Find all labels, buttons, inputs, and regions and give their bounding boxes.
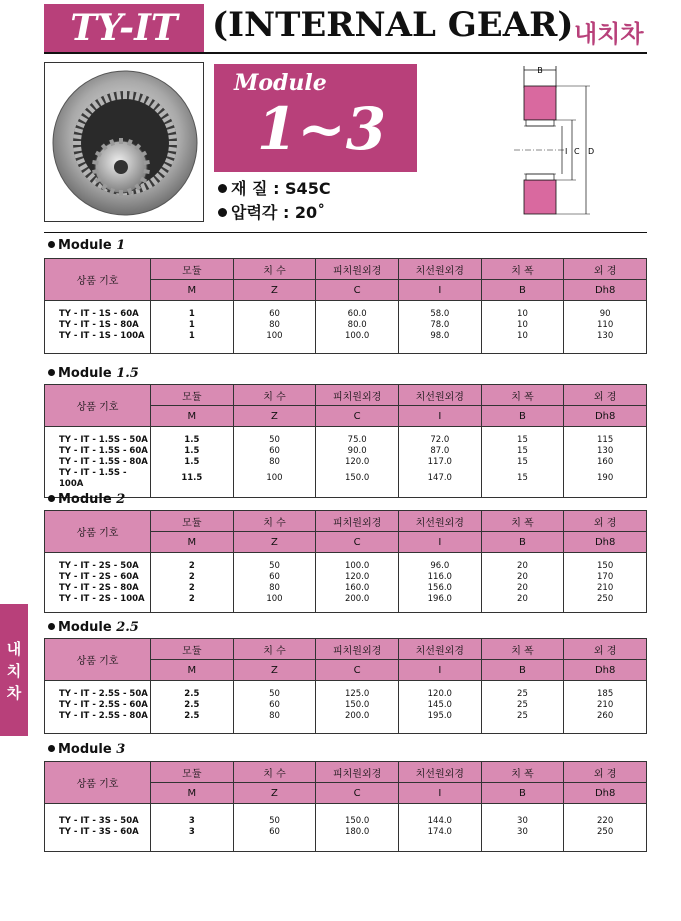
- module-range-box: [214, 64, 417, 172]
- sym-tip: I: [398, 660, 481, 681]
- section-title: [48, 742, 125, 757]
- cell-width: 20: [481, 583, 564, 594]
- section-title: [48, 492, 125, 507]
- cell-teeth: 100: [233, 468, 316, 490]
- col-header-teeth: 치 수: [233, 511, 316, 532]
- cell-tip: 87.0: [398, 446, 481, 457]
- col-header-width: 치 폭: [481, 259, 564, 280]
- col-header-pitch: 피치원외경: [316, 259, 399, 280]
- cell-width: 30: [481, 827, 564, 838]
- cell-outer: 260: [564, 711, 647, 722]
- cell-outer: 110: [564, 320, 647, 331]
- cell-pitch: 100.0: [316, 561, 399, 572]
- material-label: 재 질: [231, 179, 268, 198]
- cell-width: 30: [481, 816, 564, 827]
- table-row: [45, 331, 647, 342]
- sym-outer: Dh8: [564, 660, 647, 681]
- dim-i-label: I: [565, 147, 568, 156]
- sym-module: M: [151, 406, 234, 427]
- cell-outer: 220: [564, 816, 647, 827]
- sym-outer: Dh8: [564, 406, 647, 427]
- cell-tip: 147.0: [398, 468, 481, 490]
- pressure-angle-value: : 20˚: [282, 203, 326, 222]
- spacer-row: [45, 342, 647, 354]
- col-header-pitch: 피치원외경: [316, 639, 399, 660]
- cell-tip: 145.0: [398, 700, 481, 711]
- sym-tip: I: [398, 783, 481, 804]
- spec-table: [44, 384, 647, 498]
- cell-teeth: 50: [233, 816, 316, 827]
- sym-width: B: [481, 783, 564, 804]
- col-header-teeth: 치 수: [233, 762, 316, 783]
- cell-code: TY - IT - 2S - 50A: [45, 561, 151, 572]
- cell-width: 25: [481, 689, 564, 700]
- cell-width: 15: [481, 468, 564, 490]
- col-header-code: 상품 기호: [45, 259, 151, 301]
- col-header-width: 치 폭: [481, 762, 564, 783]
- sym-pitch: C: [316, 532, 399, 553]
- cell-width: 10: [481, 309, 564, 320]
- cell-code: TY - IT - 2.5S - 60A: [45, 700, 151, 711]
- spec-table: [44, 761, 647, 852]
- bullet-icon: [48, 495, 55, 502]
- spacer-row: [45, 605, 647, 613]
- cell-teeth: 50: [233, 689, 316, 700]
- col-header-width: 치 폭: [481, 639, 564, 660]
- col-header-code: 상품 기호: [45, 385, 151, 427]
- cell-module: 2: [151, 583, 234, 594]
- cell-teeth: 100: [233, 594, 316, 605]
- cell-tip: 96.0: [398, 561, 481, 572]
- sym-width: B: [481, 280, 564, 301]
- table-row: [45, 435, 647, 446]
- col-header-module: 모듈: [151, 762, 234, 783]
- cell-outer: 130: [564, 446, 647, 457]
- cell-outer: 160: [564, 457, 647, 468]
- cell-pitch: 120.0: [316, 572, 399, 583]
- section-label: Module: [58, 366, 112, 381]
- cell-teeth: 60: [233, 309, 316, 320]
- header-row: [45, 639, 647, 660]
- sym-module: M: [151, 660, 234, 681]
- bullet-icon: [48, 241, 55, 248]
- cell-teeth: 80: [233, 583, 316, 594]
- cell-code: TY - IT - 2S - 60A: [45, 572, 151, 583]
- col-header-outer: 외 경: [564, 639, 647, 660]
- table-row: [45, 827, 647, 838]
- cell-tip: 72.0: [398, 435, 481, 446]
- cell-width: 25: [481, 711, 564, 722]
- cell-code: TY - IT - 1S - 80A: [45, 320, 151, 331]
- internal-gear-image: [45, 63, 203, 221]
- table-row: [45, 572, 647, 583]
- sym-teeth: Z: [233, 660, 316, 681]
- col-header-width: 치 폭: [481, 385, 564, 406]
- sym-teeth: Z: [233, 532, 316, 553]
- side-tab-char: 내: [6, 640, 22, 658]
- cell-teeth: 60: [233, 700, 316, 711]
- cell-teeth: 50: [233, 435, 316, 446]
- cell-pitch: 180.0: [316, 827, 399, 838]
- sym-outer: Dh8: [564, 280, 647, 301]
- cell-tip: 78.0: [398, 320, 481, 331]
- cell-pitch: 80.0: [316, 320, 399, 331]
- cell-code: TY - IT - 2.5S - 80A: [45, 711, 151, 722]
- cell-outer: 250: [564, 827, 647, 838]
- cell-tip: 144.0: [398, 816, 481, 827]
- cell-pitch: 200.0: [316, 711, 399, 722]
- table-row: [45, 457, 647, 468]
- table-row: [45, 561, 647, 572]
- col-header-pitch: 피치원외경: [316, 385, 399, 406]
- section-label: Module: [58, 620, 112, 635]
- sym-width: B: [481, 532, 564, 553]
- cell-code: TY - IT - 1.5S - 60A: [45, 446, 151, 457]
- gear-photo: [44, 62, 204, 222]
- title-underline: [44, 52, 647, 54]
- cell-pitch: 200.0: [316, 594, 399, 605]
- dim-b-label: B: [537, 66, 543, 75]
- header-row: [45, 259, 647, 280]
- sym-teeth: Z: [233, 783, 316, 804]
- spacer-row: [45, 490, 647, 498]
- table-row: [45, 309, 647, 320]
- col-header-pitch: 피치원외경: [316, 762, 399, 783]
- cell-tip: 156.0: [398, 583, 481, 594]
- side-tab-char: 차: [6, 684, 22, 702]
- col-header-code: 상품 기호: [45, 639, 151, 681]
- table-row: [45, 689, 647, 700]
- cell-teeth: 80: [233, 320, 316, 331]
- cell-module: 11.5: [151, 468, 234, 490]
- dim-c-label: C: [574, 147, 580, 156]
- sym-tip: I: [398, 406, 481, 427]
- cell-code: TY - IT - 2S - 80A: [45, 583, 151, 594]
- section-title: [48, 238, 125, 253]
- cell-outer: 185: [564, 689, 647, 700]
- cell-module: 1.5: [151, 435, 234, 446]
- cell-teeth: 60: [233, 572, 316, 583]
- section-label: Module: [58, 492, 112, 507]
- cell-width: 10: [481, 320, 564, 331]
- bullet-icon: [48, 745, 55, 752]
- cell-outer: 250: [564, 594, 647, 605]
- cell-module: 1: [151, 309, 234, 320]
- sym-outer: Dh8: [564, 532, 647, 553]
- header-row: [45, 762, 647, 783]
- sym-pitch: C: [316, 280, 399, 301]
- cell-teeth: 60: [233, 446, 316, 457]
- page-title-korean: 내치차: [574, 20, 644, 48]
- cell-code: TY - IT - 1S - 100A: [45, 331, 151, 342]
- section-label: Module: [58, 238, 112, 253]
- col-header-tip: 치선원외경: [398, 639, 481, 660]
- cell-tip: 120.0: [398, 689, 481, 700]
- cell-pitch: 90.0: [316, 446, 399, 457]
- col-header-outer: 외 경: [564, 762, 647, 783]
- table-row: [45, 594, 647, 605]
- cell-teeth: 50: [233, 561, 316, 572]
- col-header-outer: 외 경: [564, 385, 647, 406]
- col-header-teeth: 치 수: [233, 259, 316, 280]
- section-title: [48, 366, 139, 381]
- pressure-angle-label: 압력각: [231, 203, 278, 222]
- table-row: [45, 583, 647, 594]
- pressure-angle-spec: [218, 200, 325, 223]
- cell-width: 25: [481, 700, 564, 711]
- section-number: 2.5: [116, 620, 139, 635]
- col-header-tip: 치선원외경: [398, 511, 481, 532]
- cell-outer: 150: [564, 561, 647, 572]
- header-row: [45, 385, 647, 406]
- sym-teeth: Z: [233, 280, 316, 301]
- cell-code: TY - IT - 3S - 60A: [45, 827, 151, 838]
- col-header-tip: 치선원외경: [398, 385, 481, 406]
- cell-width: 10: [481, 331, 564, 342]
- category-side-tab: [0, 604, 28, 736]
- cell-code: TY - IT - 2.5S - 50A: [45, 689, 151, 700]
- col-header-module: 모듈: [151, 511, 234, 532]
- sym-tip: I: [398, 280, 481, 301]
- cell-tip: 58.0: [398, 309, 481, 320]
- col-header-code: 상품 기호: [45, 762, 151, 804]
- sym-pitch: C: [316, 783, 399, 804]
- cell-module: 1: [151, 320, 234, 331]
- material-value: : S45C: [273, 179, 331, 198]
- col-header-teeth: 치 수: [233, 385, 316, 406]
- cell-module: 2.5: [151, 689, 234, 700]
- spec-table: [44, 258, 647, 354]
- bullet-icon: [48, 623, 55, 630]
- cell-outer: 210: [564, 583, 647, 594]
- cell-tip: 117.0: [398, 457, 481, 468]
- cell-pitch: 120.0: [316, 457, 399, 468]
- cell-pitch: 60.0: [316, 309, 399, 320]
- cell-outer: 130: [564, 331, 647, 342]
- spacer-row: [45, 427, 647, 435]
- spacer-row: [45, 838, 647, 852]
- cell-teeth: 80: [233, 711, 316, 722]
- cell-outer: 190: [564, 468, 647, 490]
- sym-module: M: [151, 532, 234, 553]
- cell-width: 20: [481, 572, 564, 583]
- cell-code: TY - IT - 1S - 60A: [45, 309, 151, 320]
- col-header-pitch: 피치원외경: [316, 511, 399, 532]
- col-header-code: 상품 기호: [45, 511, 151, 553]
- sym-pitch: C: [316, 406, 399, 427]
- sym-width: B: [481, 406, 564, 427]
- spec-table: [44, 510, 647, 613]
- spec-table: [44, 638, 647, 734]
- cell-code: TY - IT - 2S - 100A: [45, 594, 151, 605]
- cell-tip: 116.0: [398, 572, 481, 583]
- col-header-tip: 치선원외경: [398, 762, 481, 783]
- module-label: Module: [234, 70, 327, 96]
- col-header-width: 치 폭: [481, 511, 564, 532]
- sym-teeth: Z: [233, 406, 316, 427]
- col-header-module: 모듈: [151, 385, 234, 406]
- material-spec: [218, 176, 331, 199]
- sym-outer: Dh8: [564, 783, 647, 804]
- side-tab-char: 치: [6, 662, 22, 680]
- cell-tip: 174.0: [398, 827, 481, 838]
- cell-tip: 195.0: [398, 711, 481, 722]
- sym-tip: I: [398, 532, 481, 553]
- header-divider: [44, 232, 647, 233]
- cell-pitch: 150.0: [316, 816, 399, 827]
- cell-pitch: 125.0: [316, 689, 399, 700]
- cell-width: 20: [481, 594, 564, 605]
- cell-pitch: 150.0: [316, 700, 399, 711]
- cell-module: 2.5: [151, 711, 234, 722]
- spacer-row: [45, 681, 647, 689]
- spacer-row: [45, 301, 647, 309]
- sym-module: M: [151, 783, 234, 804]
- bullet-icon: [48, 369, 55, 376]
- cell-module: 1.5: [151, 457, 234, 468]
- cell-outer: 115: [564, 435, 647, 446]
- dim-d-label: D: [588, 147, 595, 156]
- cell-module: 2: [151, 561, 234, 572]
- section-label: Module: [58, 742, 112, 757]
- cross-section-drawing: [510, 62, 620, 224]
- cell-width: 15: [481, 446, 564, 457]
- cell-pitch: 75.0: [316, 435, 399, 446]
- cell-teeth: 60: [233, 827, 316, 838]
- table-row: [45, 446, 647, 457]
- cell-pitch: 100.0: [316, 331, 399, 342]
- cell-tip: 98.0: [398, 331, 481, 342]
- table-row: [45, 468, 647, 490]
- cell-module: 2.5: [151, 700, 234, 711]
- section-number: 3: [116, 742, 126, 757]
- section-number: 1.5: [116, 366, 139, 381]
- table-row: [45, 711, 647, 722]
- cell-code: TY - IT - 1.5S - 50A: [45, 435, 151, 446]
- header-row: [45, 511, 647, 532]
- col-header-outer: 외 경: [564, 259, 647, 280]
- page-title: (INTERNAL GEAR): [212, 5, 574, 45]
- section-number: 1: [116, 238, 126, 253]
- module-range: 1~3: [256, 95, 387, 163]
- cell-width: 15: [481, 457, 564, 468]
- cell-teeth: 100: [233, 331, 316, 342]
- cell-module: 2: [151, 594, 234, 605]
- table-row: [45, 320, 647, 331]
- cell-code: TY - IT - 1.5S - 100A: [45, 468, 151, 490]
- col-header-outer: 외 경: [564, 511, 647, 532]
- col-header-teeth: 치 수: [233, 639, 316, 660]
- cell-tip: 196.0: [398, 594, 481, 605]
- cell-pitch: 150.0: [316, 468, 399, 490]
- cell-module: 2: [151, 572, 234, 583]
- section-title: [48, 620, 139, 635]
- product-code-banner: TY-IT: [44, 4, 204, 52]
- sym-module: M: [151, 280, 234, 301]
- spacer-row: [45, 553, 647, 561]
- col-header-module: 모듈: [151, 639, 234, 660]
- cell-teeth: 80: [233, 457, 316, 468]
- cell-module: 1.5: [151, 446, 234, 457]
- cell-outer: 170: [564, 572, 647, 583]
- spacer-row: [45, 722, 647, 734]
- sym-width: B: [481, 660, 564, 681]
- cell-code: TY - IT - 3S - 50A: [45, 816, 151, 827]
- cell-module: 3: [151, 827, 234, 838]
- table-row: [45, 700, 647, 711]
- cell-pitch: 160.0: [316, 583, 399, 594]
- cell-code: TY - IT - 1.5S - 80A: [45, 457, 151, 468]
- sym-pitch: C: [316, 660, 399, 681]
- spacer-row: [45, 804, 647, 816]
- table-row: [45, 816, 647, 827]
- cell-outer: 210: [564, 700, 647, 711]
- cell-outer: 90: [564, 309, 647, 320]
- col-header-tip: 치선원외경: [398, 259, 481, 280]
- section-number: 2: [116, 492, 126, 507]
- cell-width: 15: [481, 435, 564, 446]
- bullet-icon: [218, 208, 227, 217]
- cell-module: 1: [151, 331, 234, 342]
- cell-width: 20: [481, 561, 564, 572]
- cell-module: 3: [151, 816, 234, 827]
- col-header-module: 모듈: [151, 259, 234, 280]
- bullet-icon: [218, 184, 227, 193]
